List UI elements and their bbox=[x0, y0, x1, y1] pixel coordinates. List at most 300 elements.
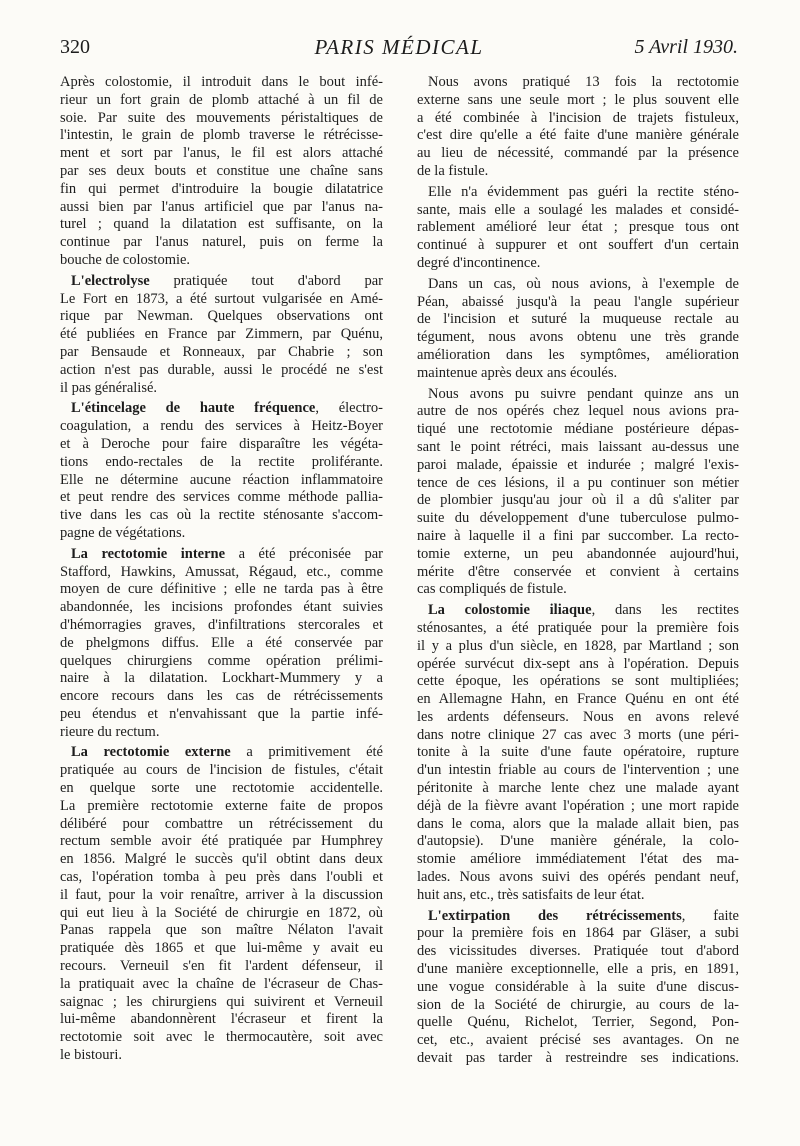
text-line bbox=[60, 163, 383, 181]
text-line bbox=[60, 252, 383, 270]
line-text: tence de ces lésions, il a pu continuer son métier bbox=[417, 474, 739, 491]
line-text: , dans les rectites bbox=[591, 602, 739, 619]
line-text: lui-même abandonnèrent l'écraseur et firent la bbox=[60, 1011, 383, 1028]
text-line bbox=[60, 976, 383, 994]
line-text: turel ; quand la dilatation est suffisante, on la bbox=[60, 216, 383, 233]
line-content bbox=[60, 252, 190, 270]
text-line bbox=[417, 638, 739, 656]
line-content bbox=[417, 709, 739, 727]
line-text: sant le point rétréci, mais laissant au-dessus une bbox=[417, 438, 739, 455]
line-text: par ses deux bouts et constitue une chaîne sans bbox=[60, 162, 383, 179]
line-text: a été préconisée par bbox=[225, 545, 383, 562]
text-line bbox=[60, 74, 383, 92]
text-line bbox=[417, 237, 739, 255]
line-content bbox=[60, 780, 383, 798]
line-text: fin qui permet d'introduire la bougie dilatatrice bbox=[60, 180, 383, 197]
line-content bbox=[428, 908, 739, 926]
line-content bbox=[60, 564, 383, 582]
line-text: d'une manière exceptionnelle, elle a pris, en 1891, bbox=[417, 961, 739, 978]
line-text: Péan, abaissé jusqu'à la peau l'angle supérieur bbox=[417, 293, 739, 310]
line-text: la pratiquait avec la chaîne de l'écraseur de Chas- bbox=[60, 975, 383, 992]
text-line bbox=[417, 673, 739, 691]
line-text: Après colostomie, il introduit dans le bout infé- bbox=[60, 74, 383, 90]
line-content bbox=[428, 184, 739, 202]
line-text: et à Deroche pour faire disparaître les végéta- bbox=[60, 435, 383, 452]
line-text: continue par l'anus naturel, puis on ferme la bbox=[60, 234, 383, 251]
text-line bbox=[417, 943, 739, 961]
line-text: stomie améliore immédiatement l'état des ma- bbox=[417, 851, 739, 868]
text-line bbox=[60, 362, 383, 380]
line-content bbox=[60, 418, 383, 436]
text-line bbox=[417, 528, 739, 546]
text-line bbox=[417, 276, 739, 294]
line-text: des vicissitudes diverses. Pratiquée tout d'abord bbox=[417, 943, 739, 960]
paragraph bbox=[417, 602, 739, 905]
line-text: de la fistule. bbox=[417, 162, 489, 179]
text-line bbox=[417, 163, 739, 181]
text-line bbox=[60, 308, 383, 326]
line-content bbox=[60, 344, 383, 362]
line-text: en 1856. Malgré le succès qu'il obtint dans deux bbox=[60, 851, 383, 868]
line-content bbox=[60, 181, 383, 199]
line-content bbox=[60, 163, 383, 181]
text-line bbox=[417, 620, 739, 638]
line-content bbox=[60, 635, 383, 653]
line-text: soie. Par suite des mouvements péristaltiques de bbox=[60, 109, 383, 126]
text-line bbox=[417, 869, 739, 887]
line-content bbox=[60, 670, 383, 688]
section-heading: La rectotomie externe bbox=[71, 744, 231, 761]
line-content bbox=[60, 489, 383, 507]
line-content bbox=[60, 145, 383, 163]
line-text: encore recours dans les cas de rétrécissements bbox=[60, 688, 383, 705]
line-text: quelques chirurgiens comme opération prélimi- bbox=[60, 652, 383, 669]
text-line bbox=[417, 925, 739, 943]
line-content bbox=[417, 255, 540, 273]
text-line bbox=[417, 744, 739, 762]
text-line bbox=[60, 92, 383, 110]
text-line bbox=[60, 273, 383, 291]
line-content bbox=[417, 1050, 739, 1068]
line-text: qui eut lieu à la Société de chirurgie en 1872, où bbox=[60, 904, 383, 921]
text-line bbox=[60, 291, 383, 309]
line-content bbox=[417, 347, 739, 365]
paragraph bbox=[417, 74, 739, 181]
line-text: rectum semble avoir été pratiquée par Humphrey bbox=[60, 833, 383, 850]
line-text: il pas généralisé. bbox=[60, 379, 158, 396]
text-line bbox=[60, 940, 383, 958]
line-text: pratiquée dès 1865 et que lui-même y avait eu bbox=[60, 940, 383, 957]
line-content bbox=[60, 507, 383, 525]
text-line bbox=[60, 617, 383, 635]
line-text: péritonite à marche lente chez une malade ayant bbox=[417, 780, 739, 797]
text-line bbox=[417, 439, 739, 457]
line-text: mérite d'être conservée et convient à certains bbox=[417, 563, 739, 580]
line-text: Panas rappela que son maître Nélaton l'avait bbox=[60, 922, 383, 939]
line-content bbox=[60, 380, 157, 398]
line-content bbox=[60, 653, 383, 671]
line-text: huit ans, etc., très satisfaits de leur état. bbox=[417, 886, 645, 903]
line-text: ment et sort par l'anus, le fil est alors attaché bbox=[60, 145, 383, 162]
line-text: opérée survécut dix-sept ans à l'opération. Depuis bbox=[417, 655, 739, 672]
text-line bbox=[60, 181, 383, 199]
text-line bbox=[60, 706, 383, 724]
line-text: maintenue après deux ans écoulés. bbox=[417, 364, 618, 381]
line-text: lades. Nous avons suivi des opérés pendant neuf, bbox=[417, 869, 739, 886]
line-content bbox=[417, 92, 739, 110]
text-line bbox=[60, 816, 383, 834]
line-content bbox=[417, 163, 488, 181]
text-line bbox=[417, 1050, 739, 1068]
line-text: saignac ; les chirurgiens qui suivirent et Verneuil bbox=[60, 993, 383, 1010]
line-content bbox=[417, 403, 739, 421]
line-content bbox=[417, 887, 645, 905]
line-content bbox=[60, 724, 159, 742]
line-text: en quelque sorte une rectotomie accidentelle. bbox=[60, 780, 383, 797]
text-line bbox=[417, 908, 739, 926]
line-text: dans notre clinique 27 cas avec 3 morts (une péri- bbox=[417, 726, 739, 743]
text-line bbox=[60, 887, 383, 905]
line-content bbox=[417, 510, 739, 528]
line-content bbox=[417, 744, 739, 762]
text-line bbox=[417, 255, 739, 273]
line-text: naire à la dilatation. Lockhart-Mummery y a bbox=[60, 670, 383, 687]
text-line bbox=[60, 127, 383, 145]
line-content bbox=[417, 475, 739, 493]
line-content bbox=[60, 905, 383, 923]
text-line bbox=[60, 869, 383, 887]
line-content bbox=[417, 620, 739, 638]
line-text: sion de la Société de chirurgie, au cours de la- bbox=[417, 996, 739, 1013]
text-line bbox=[417, 1014, 739, 1032]
text-line bbox=[60, 724, 383, 742]
text-line bbox=[60, 744, 383, 762]
line-text: le bistouri. bbox=[60, 1047, 123, 1064]
line-text: délibéré pour combattre un rétrécissement du bbox=[60, 815, 383, 832]
text-line bbox=[60, 507, 383, 525]
line-text: paroi malade, épaissie et indurée ; malgré l'exis- bbox=[417, 456, 739, 473]
line-content bbox=[71, 744, 383, 762]
line-content bbox=[60, 436, 383, 454]
text-line bbox=[60, 525, 383, 543]
text-line bbox=[417, 979, 739, 997]
line-content bbox=[71, 400, 383, 418]
paragraph bbox=[417, 184, 739, 273]
text-line bbox=[60, 851, 383, 869]
line-content bbox=[71, 546, 383, 564]
line-text: pratiquée au cours de l'incision de fistules, c'était bbox=[60, 762, 383, 779]
line-content bbox=[417, 816, 739, 834]
text-line bbox=[417, 347, 739, 365]
line-text: , faite bbox=[681, 907, 739, 924]
line-content bbox=[417, 798, 739, 816]
line-text: action n'est pas durable, aussi le procédé ne s'est bbox=[60, 361, 383, 378]
text-line bbox=[60, 489, 383, 507]
text-line bbox=[60, 1011, 383, 1029]
line-text: d'un intestin friable au cours de l'intervention ; une bbox=[417, 762, 739, 779]
line-content bbox=[417, 219, 739, 237]
line-content bbox=[417, 638, 739, 656]
line-text: Dans un cas, où nous avions, à l'exemple de bbox=[428, 275, 739, 292]
line-content bbox=[417, 145, 739, 163]
line-text: rieure du rectum. bbox=[60, 723, 160, 740]
text-line bbox=[417, 833, 739, 851]
right-column bbox=[417, 74, 739, 1071]
line-text: rieur un fort grain de plomb attaché à un fil de bbox=[60, 91, 383, 108]
line-text: quelle Quénu, Richelot, Terrier, Segond, Pon- bbox=[417, 1014, 739, 1031]
left-column bbox=[60, 74, 383, 1068]
line-text: cas compliqués de fistule. bbox=[417, 581, 567, 598]
text-line bbox=[417, 92, 739, 110]
line-content bbox=[417, 762, 739, 780]
text-line bbox=[60, 436, 383, 454]
line-text: continué à suppurer et ont souffert d'un certain bbox=[417, 237, 739, 254]
text-line bbox=[60, 581, 383, 599]
line-text: Elle n'a évidemment pas guéri la rectite sténo- bbox=[428, 183, 739, 200]
paragraph bbox=[60, 546, 383, 742]
line-text: déjà de la fièvre avant l'opération ; une mort rapide bbox=[417, 797, 739, 814]
line-content bbox=[60, 326, 383, 344]
text-line bbox=[417, 127, 739, 145]
paragraph bbox=[417, 276, 739, 383]
line-text: sante, mais elle a soulagé les malades et considé- bbox=[417, 201, 739, 218]
line-content bbox=[417, 564, 739, 582]
line-text: coagulation, a rendu des services à Heitz-Boyer bbox=[60, 418, 383, 435]
line-text: de phelgmons diffus. Elle a été conservée par bbox=[60, 634, 383, 651]
text-line bbox=[60, 905, 383, 923]
line-text: tomie externe, un peu abandonnée aujourd'hui, bbox=[417, 545, 739, 562]
paragraph bbox=[417, 908, 739, 1068]
line-content bbox=[417, 365, 617, 383]
line-text: d'hémorragies graves, d'infiltrations stercorales et bbox=[60, 616, 383, 633]
line-text: Nous avons pratiqué 13 fois la rectotomie bbox=[428, 74, 739, 90]
line-text: pratiquée tout d'abord par bbox=[149, 272, 383, 289]
line-text: tive dans les cas où la rectite sténosante s'accom- bbox=[60, 507, 383, 524]
line-text: une vogue considérable à la suite d'une discus- bbox=[417, 978, 739, 995]
line-content bbox=[60, 216, 383, 234]
line-text: au lieu de nécessité, commandé par la présence bbox=[417, 145, 739, 162]
line-content bbox=[60, 922, 383, 940]
text-line bbox=[417, 816, 739, 834]
line-text: bouche de colostomie. bbox=[60, 251, 191, 268]
text-line bbox=[60, 110, 383, 128]
line-content bbox=[60, 688, 383, 706]
line-content bbox=[60, 1029, 383, 1047]
text-line bbox=[60, 145, 383, 163]
section-heading: L'electrolyse bbox=[71, 272, 150, 289]
line-text: pagne de végétations. bbox=[60, 524, 186, 541]
text-line bbox=[60, 958, 383, 976]
line-content bbox=[417, 202, 739, 220]
line-content bbox=[417, 943, 739, 961]
line-text: et peut rendre des services comme méthode pallia- bbox=[60, 489, 383, 506]
line-content bbox=[60, 958, 383, 976]
line-text: Le Fort en 1873, a été surtout vulgarisée en Amé- bbox=[60, 290, 383, 307]
line-text: tégument, nous avons obtenu une très grande bbox=[417, 329, 739, 346]
line-text: par Bensaude et Ronneaux, par Chabrie ; son bbox=[60, 343, 383, 360]
text-line bbox=[417, 887, 739, 905]
text-line bbox=[417, 581, 739, 599]
text-line bbox=[417, 727, 739, 745]
line-content bbox=[417, 833, 739, 851]
line-content bbox=[60, 887, 383, 905]
line-text: cette époque, les opérations se sont multipliées; bbox=[417, 673, 739, 690]
line-content bbox=[60, 762, 383, 780]
line-text: naire à laquelle il a fini par succomber. La recto- bbox=[417, 527, 739, 544]
line-content bbox=[417, 110, 739, 128]
line-content bbox=[417, 851, 739, 869]
line-text: rectotomie soit avec le thermocautère, soit avec bbox=[60, 1029, 383, 1046]
line-text: Nous avons pu suivre pendant quinze ans un bbox=[428, 385, 739, 402]
line-content bbox=[417, 237, 739, 255]
line-content bbox=[60, 940, 383, 958]
text-line bbox=[60, 994, 383, 1012]
line-content bbox=[60, 291, 383, 309]
text-line bbox=[60, 234, 383, 252]
line-content bbox=[60, 74, 383, 92]
line-content bbox=[60, 816, 383, 834]
line-content bbox=[417, 691, 739, 709]
line-text: de l'incision et suturé la muqueuse rectale au bbox=[417, 311, 739, 328]
line-text: tiqué une rectotomie médiane postérieure dépas- bbox=[417, 421, 739, 438]
text-line bbox=[417, 1032, 739, 1050]
line-content bbox=[417, 457, 739, 475]
section-heading: La rectotomie interne bbox=[71, 545, 226, 562]
text-line bbox=[60, 762, 383, 780]
text-line bbox=[60, 199, 383, 217]
text-line bbox=[60, 599, 383, 617]
line-content bbox=[417, 961, 739, 979]
line-content bbox=[417, 925, 739, 943]
line-text: autre de nos opérés chez lequel nous avions pra- bbox=[417, 403, 739, 420]
line-content bbox=[60, 869, 383, 887]
paragraph bbox=[60, 400, 383, 542]
issue-date: 5 Avril 1930. bbox=[634, 36, 738, 58]
page-number: 320 bbox=[60, 36, 90, 58]
text-line bbox=[60, 833, 383, 851]
line-text: abandonnée, les incisions profondes étant suivies bbox=[60, 599, 383, 616]
line-text: degré d'incontinence. bbox=[417, 254, 541, 271]
text-line bbox=[417, 602, 739, 620]
text-line bbox=[417, 202, 739, 220]
text-line bbox=[60, 670, 383, 688]
line-content bbox=[60, 976, 383, 994]
line-text: tonite à la suite d'une faute opératoire, rupture bbox=[417, 744, 739, 761]
text-line bbox=[60, 546, 383, 564]
section-heading: L'extirpation des rétrécissements bbox=[428, 907, 682, 924]
line-content bbox=[60, 454, 383, 472]
line-content bbox=[60, 1011, 383, 1029]
line-text: amélioration dans les symptômes, amélioration bbox=[417, 346, 739, 363]
line-content bbox=[417, 492, 739, 510]
line-text: suite du développement d'une tuberculose pulmo- bbox=[417, 510, 739, 527]
text-line bbox=[417, 510, 739, 528]
line-content bbox=[60, 362, 383, 380]
text-line bbox=[60, 653, 383, 671]
line-content bbox=[60, 127, 383, 145]
text-line bbox=[417, 311, 739, 329]
line-content bbox=[417, 1014, 739, 1032]
line-content bbox=[417, 546, 739, 564]
text-line bbox=[417, 709, 739, 727]
text-line bbox=[60, 380, 383, 398]
line-content bbox=[60, 599, 383, 617]
line-content bbox=[417, 997, 739, 1015]
line-text: moyen de cure définitive ; elle ne tarda pas à être bbox=[60, 581, 383, 598]
text-line bbox=[417, 421, 739, 439]
text-line bbox=[60, 454, 383, 472]
line-text: c'est dire qu'elle a été faite d'une manière générale bbox=[417, 127, 739, 144]
line-content bbox=[417, 439, 739, 457]
line-content bbox=[417, 780, 739, 798]
line-text: cet, etc., avaient précisé ses avantages. On ne bbox=[417, 1032, 739, 1049]
line-content bbox=[60, 92, 383, 110]
text-line bbox=[60, 798, 383, 816]
line-text: tions endo-rectales de la rectite proliférante. bbox=[60, 453, 383, 470]
text-line bbox=[417, 656, 739, 674]
paragraph bbox=[60, 74, 383, 270]
line-content bbox=[417, 869, 739, 887]
line-content bbox=[417, 127, 739, 145]
text-line bbox=[417, 145, 739, 163]
text-line bbox=[417, 74, 739, 92]
line-text: La première rectotomie externe faite de propos bbox=[60, 797, 383, 814]
line-content bbox=[428, 602, 739, 620]
text-line bbox=[60, 400, 383, 418]
text-line bbox=[417, 475, 739, 493]
line-content bbox=[71, 273, 383, 291]
line-content bbox=[417, 311, 739, 329]
line-content bbox=[60, 798, 383, 816]
line-text: les ardents défenseurs. Nous en avons relevé bbox=[417, 708, 739, 725]
line-content bbox=[417, 727, 739, 745]
line-content bbox=[417, 656, 739, 674]
journal-title: PARIS MÉDICAL bbox=[314, 35, 484, 59]
line-content bbox=[60, 308, 383, 326]
text-line bbox=[60, 344, 383, 362]
text-line bbox=[60, 780, 383, 798]
line-content bbox=[60, 199, 383, 217]
line-text: d'autopsie). D'une manière générale, la colo- bbox=[417, 833, 739, 850]
text-line bbox=[417, 329, 739, 347]
text-line bbox=[417, 762, 739, 780]
text-line bbox=[60, 564, 383, 582]
section-heading: L'étincelage de haute fréquence bbox=[71, 400, 316, 417]
text-line bbox=[417, 851, 739, 869]
text-line bbox=[417, 546, 739, 564]
line-text: aussi bien par l'anus artificiel que par l'anus na- bbox=[60, 198, 383, 215]
page-header bbox=[60, 34, 738, 62]
line-content bbox=[417, 979, 739, 997]
line-text: dans le coma, alors que la malade allait bien, pas bbox=[417, 815, 739, 832]
text-line bbox=[60, 635, 383, 653]
text-line bbox=[417, 365, 739, 383]
line-text: Elle ne détermine aucune réaction inflammatoire bbox=[60, 471, 383, 488]
line-text: , électro- bbox=[315, 400, 383, 417]
line-text: a été combinée à l'incision de trajets fistuleux, bbox=[417, 109, 739, 126]
line-text: recours. Verneuil s'en fit l'ardent défenseur, il bbox=[60, 958, 383, 975]
line-content bbox=[60, 525, 185, 543]
line-text: Stafford, Hawkins, Amussat, Régaud, etc., comme bbox=[60, 563, 383, 580]
line-content bbox=[428, 276, 739, 294]
text-line bbox=[417, 219, 739, 237]
text-line bbox=[417, 780, 739, 798]
line-text: rique par Newman. Quelques observations ont bbox=[60, 308, 383, 325]
text-line bbox=[60, 1047, 383, 1065]
text-line bbox=[417, 961, 739, 979]
text-line bbox=[417, 386, 739, 404]
line-content bbox=[60, 851, 383, 869]
